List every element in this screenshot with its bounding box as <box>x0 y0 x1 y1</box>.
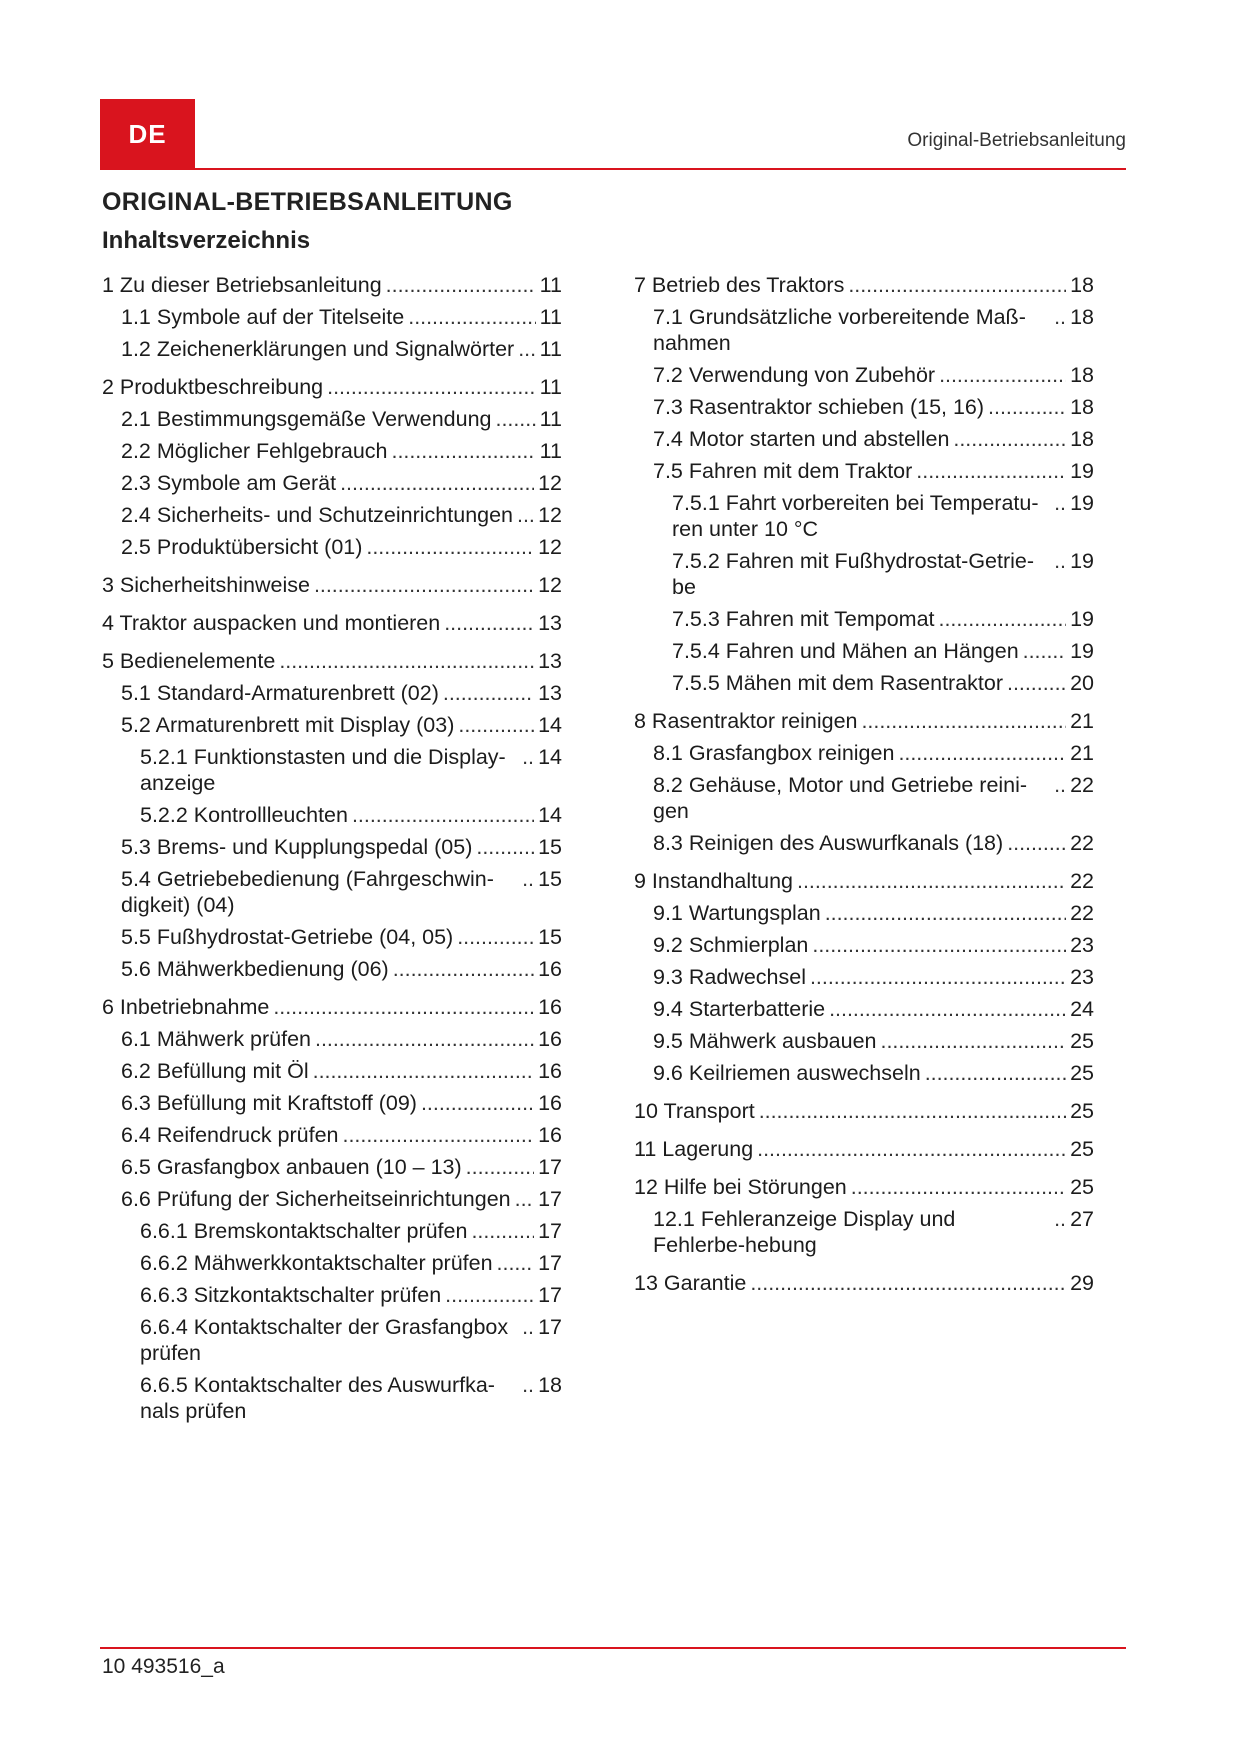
toc-leader-dots <box>497 1250 535 1276</box>
toc-entry[interactable] <box>102 924 562 950</box>
toc-entry-page: 22 <box>1070 831 1094 855</box>
toc-leader-dots <box>273 994 534 1020</box>
toc-entry-label: 7.1 Grundsätzliche vorbereitende Maß-nahmen <box>653 305 1026 355</box>
toc-entry-page: 13 <box>538 649 562 673</box>
toc-entry[interactable] <box>102 1186 562 1212</box>
toc-entry-page: 22 <box>1070 901 1094 925</box>
toc-leader-dots <box>366 534 534 560</box>
toc-entry[interactable] <box>634 996 1094 1022</box>
toc-entry-label: 6.6 Prüfung der Sicherheitseinrichtungen <box>121 1187 511 1211</box>
toc-entry-page: 11 <box>539 375 562 399</box>
toc-entry-page: 15 <box>538 835 562 859</box>
toc-entry-label: 7.3 Rasentraktor schieben (15, 16) <box>653 395 985 419</box>
toc-entry-page: 11 <box>539 305 562 329</box>
toc-entry[interactable] <box>634 1174 1094 1200</box>
toc-leader-dots <box>458 712 534 738</box>
toc-entry-label: 13 Garantie <box>634 1271 747 1295</box>
toc-entry[interactable] <box>102 744 562 796</box>
toc-leader-dots <box>327 374 536 400</box>
toc-leader-dots <box>515 1186 534 1212</box>
toc-entry-page: 17 <box>538 1315 562 1339</box>
toc-entry-label: 6.1 Mähwerk prüfen <box>121 1027 312 1051</box>
toc-leader-dots <box>759 1098 1066 1124</box>
toc-leader-dots <box>1007 830 1066 856</box>
toc-leader-dots <box>313 1058 534 1084</box>
toc-leader-dots <box>916 458 1066 484</box>
toc-heading: Inhaltsverzeichnis <box>102 227 311 254</box>
toc-entry-page: 18 <box>1070 305 1094 329</box>
toc-entry[interactable] <box>634 458 1094 484</box>
toc-entry-label: 1.1 Symbole auf der Titelseite <box>121 305 405 329</box>
toc-entry[interactable] <box>102 1090 562 1116</box>
toc-entry[interactable] <box>102 648 562 674</box>
toc-entry[interactable] <box>634 708 1094 734</box>
toc-entry[interactable] <box>634 394 1094 420</box>
toc-entry-page: 18 <box>1070 273 1094 297</box>
toc-leader-dots <box>939 362 1066 388</box>
toc-entry-label: 3 Sicherheitshinweise <box>102 573 310 597</box>
toc-entry-page: 11 <box>539 337 562 361</box>
toc-entry-label: 12 Hilfe bei Störungen <box>634 1175 847 1199</box>
toc-entry-label: 5 Bedienelemente <box>102 649 276 673</box>
toc-entry-label: 5.5 Fußhydrostat-Getriebe (04, 05) <box>121 925 454 949</box>
toc-entry-label: 4 Traktor auspacken und montieren <box>102 611 441 635</box>
toc-leader-dots <box>443 680 534 706</box>
header-title: Original-Betriebsanleitung <box>907 130 1126 151</box>
toc-leader-dots <box>851 1174 1066 1200</box>
toc-entry[interactable] <box>634 304 1094 356</box>
toc-entry-label: 6.5 Grasfangbox anbauen (10 – 13) <box>121 1155 462 1179</box>
toc-entry-label: 2.5 Produktübersicht (01) <box>121 535 363 559</box>
toc-entry-label: 7.5.1 Fahrt vorbereiten bei Temperatu-ren unter 10 °C <box>672 491 1039 541</box>
toc-leader-dots <box>848 272 1066 298</box>
toc-leader-dots <box>1054 1206 1066 1232</box>
toc-entry-label: 5.6 Mähwerkbedienung (06) <box>121 957 389 981</box>
toc-entry-label: 1 Zu dieser Betriebsanleitung <box>102 273 382 297</box>
toc-entry-label: 9.6 Keilriemen auswechseln <box>653 1061 921 1085</box>
toc-entry-label: 6.6.2 Mähwerkkontaktschalter prüfen <box>140 1251 493 1275</box>
toc-entry-label: 7.5.2 Fahren mit Fußhydrostat-Getrie-be <box>672 549 1035 599</box>
toc-entry-label: 9.3 Radwechsel <box>653 965 806 989</box>
toc-leader-dots <box>315 1026 534 1052</box>
toc-entry-label: 1.2 Zeichenerklärungen und Signalwörter <box>121 337 515 361</box>
toc-leader-dots <box>444 610 534 636</box>
toc-entry-page: 18 <box>1070 427 1094 451</box>
toc-entry-page: 12 <box>538 471 562 495</box>
toc-entry-label: 2.1 Bestimmungsgemäße Verwendung <box>121 407 492 431</box>
toc-entry-page: 14 <box>538 803 562 827</box>
toc-entry-label: 6.6.1 Bremskontaktschalter prüfen <box>140 1219 468 1243</box>
toc-entry[interactable] <box>102 1282 562 1308</box>
toc-entry[interactable] <box>634 670 1094 696</box>
toc-entry-label: 9.2 Schmierplan <box>653 933 809 957</box>
toc-leader-dots <box>522 1372 534 1398</box>
toc-leader-dots <box>829 996 1066 1022</box>
toc-entry[interactable] <box>634 426 1094 452</box>
toc-entry[interactable] <box>102 572 562 598</box>
toc-entry-page: 15 <box>538 867 562 891</box>
toc-entry[interactable] <box>102 502 562 528</box>
toc-entry-page: 25 <box>1070 1029 1094 1053</box>
toc-entry-label: 2 Produktbeschreibung <box>102 375 324 399</box>
toc-leader-dots <box>1054 490 1066 516</box>
toc-entry-label: 9.4 Starterbatterie <box>653 997 826 1021</box>
toc-entry[interactable] <box>634 932 1094 958</box>
toc-leader-dots <box>898 740 1066 766</box>
toc-entry[interactable] <box>102 1372 562 1424</box>
toc-entry[interactable] <box>634 830 1094 856</box>
toc-entry[interactable] <box>634 1206 1094 1258</box>
toc-entry-page: 19 <box>1070 491 1094 515</box>
toc-leader-dots <box>750 1270 1066 1296</box>
toc-entry[interactable] <box>634 964 1094 990</box>
toc-entry-label: 7.4 Motor starten und abstellen <box>653 427 950 451</box>
toc-entry-label: 6.3 Befüllung mit Kraftstoff (09) <box>121 1091 417 1115</box>
toc-entry-page: 11 <box>539 439 562 463</box>
toc-entry[interactable] <box>102 866 562 918</box>
toc-entry-label: 2.2 Möglicher Fehlgebrauch <box>121 439 388 463</box>
toc-entry[interactable] <box>102 712 562 738</box>
toc-entry-page: 16 <box>538 1091 562 1115</box>
toc-entry-label: 5.1 Standard-Armaturenbrett (02) <box>121 681 439 705</box>
header-divider <box>100 168 1126 170</box>
toc-entry-label: 6.6.5 Kontaktschalter des Auswurfka-nals prüfen <box>140 1373 495 1423</box>
toc-entry-page: 16 <box>538 1059 562 1083</box>
toc-entry-label: 8.2 Gehäuse, Motor und Getriebe reini-gen <box>653 773 1028 823</box>
toc-leader-dots <box>517 502 534 528</box>
toc-entry[interactable] <box>102 1218 562 1244</box>
toc-entry-page: 18 <box>1070 395 1094 419</box>
toc-leader-dots <box>314 572 534 598</box>
toc-entry-page: 12 <box>538 535 562 559</box>
toc-leader-dots <box>1007 670 1066 696</box>
toc-entry-label: 5.2.1 Funktionstasten und die Display-anzeige <box>140 745 506 795</box>
toc-leader-dots <box>421 1090 534 1116</box>
toc-leader-dots <box>518 336 535 362</box>
toc-entry-label: 11 Lagerung <box>634 1137 754 1161</box>
toc-entry[interactable] <box>634 1028 1094 1054</box>
toc-entry-page: 12 <box>538 573 562 597</box>
toc-entry-page: 13 <box>538 611 562 635</box>
toc-entry-page: 23 <box>1070 965 1094 989</box>
toc-entry-label: 6.2 Befüllung mit Öl <box>121 1059 309 1083</box>
toc-entry-label: 6.6.3 Sitzkontaktschalter prüfen <box>140 1283 442 1307</box>
toc-entry[interactable] <box>102 1314 562 1366</box>
toc-entry[interactable] <box>102 406 562 432</box>
language-badge: DE <box>100 99 195 169</box>
toc-leader-dots <box>393 956 534 982</box>
toc-entry[interactable] <box>102 1250 562 1276</box>
toc-entry-label: 7.2 Verwendung von Zubehör <box>653 363 936 387</box>
toc-entry[interactable] <box>102 680 562 706</box>
toc-entry-page: 19 <box>1070 459 1094 483</box>
toc-entry-label: 2.3 Symbole am Gerät <box>121 471 337 495</box>
toc-leader-dots <box>466 1154 534 1180</box>
toc-entry-page: 18 <box>538 1373 562 1397</box>
toc-leader-dots <box>445 1282 534 1308</box>
toc-entry-page: 20 <box>1070 671 1094 695</box>
toc-leader-dots <box>1023 638 1066 664</box>
toc-leader-dots <box>471 1218 534 1244</box>
toc-entry[interactable] <box>634 1098 1094 1124</box>
toc-entry-label: 5.2 Armaturenbrett mit Display (03) <box>121 713 455 737</box>
toc-entry-page: 14 <box>538 745 562 769</box>
toc-leader-dots <box>925 1060 1066 1086</box>
toc-leader-dots <box>522 744 534 770</box>
toc-entry-page: 14 <box>538 713 562 737</box>
toc-entry[interactable] <box>102 610 562 636</box>
document-number: 10 493516_a <box>102 1655 225 1678</box>
toc-entry[interactable] <box>102 834 562 860</box>
toc-leader-dots <box>340 470 534 496</box>
toc-entry[interactable] <box>102 336 562 362</box>
toc-entry-page: 12 <box>538 503 562 527</box>
toc-leader-dots <box>825 900 1066 926</box>
toc-entry[interactable] <box>102 304 562 330</box>
toc-entry-page: 16 <box>538 995 562 1019</box>
toc-entry-page: 22 <box>1070 773 1094 797</box>
toc-entry-page: 11 <box>539 407 562 431</box>
toc-entry-page: 16 <box>538 1123 562 1147</box>
toc-entry-label: 2.4 Sicherheits- und Schutzeinrichtungen <box>121 503 514 527</box>
toc-entry[interactable] <box>102 1058 562 1084</box>
toc-entry[interactable] <box>102 534 562 560</box>
toc-entry-label: 7.5.3 Fahren mit Tempomat <box>672 607 935 631</box>
toc-entry-label: 7.5.5 Mähen mit dem Rasentraktor <box>672 671 1004 695</box>
toc-entry-page: 13 <box>538 681 562 705</box>
toc-leader-dots <box>522 866 534 892</box>
toc-leader-dots <box>861 708 1066 734</box>
toc-entry[interactable] <box>102 1122 562 1148</box>
toc-entry[interactable] <box>634 740 1094 766</box>
toc-leader-dots <box>343 1122 535 1148</box>
toc-entry-page: 21 <box>1070 709 1094 733</box>
toc-entry-page: 15 <box>538 925 562 949</box>
toc-entry-label: 7.5 Fahren mit dem Traktor <box>653 459 913 483</box>
toc-leader-dots <box>881 1028 1067 1054</box>
toc-entry-page: 19 <box>1070 549 1094 573</box>
toc-leader-dots <box>1054 304 1066 330</box>
toc-entry-page: 18 <box>1070 363 1094 387</box>
toc-entry[interactable] <box>634 606 1094 632</box>
toc-entry-label: 6 Inbetriebnahme <box>102 995 270 1019</box>
toc-entry[interactable] <box>634 900 1094 926</box>
toc-leader-dots <box>522 1314 534 1340</box>
toc-entry-label: 12.1 Fehleranzeige Display und Fehlerbe-hebung <box>653 1207 956 1257</box>
toc-leader-dots <box>1054 548 1066 574</box>
toc-entry-label: 9 Instandhaltung <box>634 869 793 893</box>
toc-entry-page: 17 <box>538 1187 562 1211</box>
toc-entry-page: 16 <box>538 957 562 981</box>
toc-entry-page: 11 <box>539 273 562 297</box>
toc-entry-page: 27 <box>1070 1207 1094 1231</box>
toc-leader-dots <box>1054 772 1066 798</box>
toc-leader-dots <box>939 606 1067 632</box>
toc-entry[interactable] <box>102 374 562 400</box>
toc-entry-page: 21 <box>1070 741 1094 765</box>
toc-leader-dots <box>279 648 534 674</box>
toc-entry-page: 16 <box>538 1027 562 1051</box>
toc-entry[interactable] <box>634 1136 1094 1162</box>
toc-leader-dots <box>408 304 535 330</box>
toc-entry-label: 5.3 Brems- und Kupplungspedal (05) <box>121 835 473 859</box>
toc-leader-dots <box>352 802 534 828</box>
toc-leader-dots <box>988 394 1066 420</box>
toc-entry[interactable] <box>102 802 562 828</box>
toc-entry-label: 6.4 Reifendruck prüfen <box>121 1123 339 1147</box>
toc-entry[interactable] <box>634 1270 1094 1296</box>
toc-entry-page: 19 <box>1070 607 1094 631</box>
toc-leader-dots <box>496 406 536 432</box>
toc-entry-page: 22 <box>1070 869 1094 893</box>
toc-entry[interactable] <box>634 772 1094 824</box>
toc-leader-dots <box>797 868 1066 894</box>
toc-right-column <box>634 272 1094 1296</box>
toc-entry[interactable] <box>102 272 562 298</box>
toc-entry[interactable] <box>634 362 1094 388</box>
toc-entry-page: 25 <box>1070 1137 1094 1161</box>
toc-entry-page: 17 <box>538 1155 562 1179</box>
toc-leader-dots <box>457 924 534 950</box>
toc-entry[interactable] <box>634 638 1094 664</box>
toc-entry[interactable] <box>102 470 562 496</box>
toc-entry-label: 8.1 Grasfangbox reinigen <box>653 741 895 765</box>
toc-entry[interactable] <box>634 490 1094 542</box>
toc-entry[interactable] <box>634 548 1094 600</box>
toc-entry[interactable] <box>102 438 562 464</box>
toc-entry-label: 7.5.4 Fahren und Mähen an Hängen <box>672 639 1019 663</box>
toc-entry[interactable] <box>634 1060 1094 1086</box>
toc-entry[interactable] <box>102 994 562 1020</box>
toc-entry-page: 23 <box>1070 933 1094 957</box>
toc-entry-label: 7 Betrieb des Traktors <box>634 273 845 297</box>
toc-entry-page: 25 <box>1070 1099 1094 1123</box>
toc-leader-dots <box>392 438 536 464</box>
toc-entry-page: 24 <box>1070 997 1094 1021</box>
toc-entry-page: 29 <box>1070 1271 1094 1295</box>
toc-entry[interactable] <box>102 1154 562 1180</box>
toc-entry-page: 17 <box>538 1251 562 1275</box>
toc-leader-dots <box>812 932 1066 958</box>
toc-entry-page: 25 <box>1070 1175 1094 1199</box>
toc-entry-label: 5.4 Getriebebedienung (Fahrgeschwin-digkeit) (04) <box>121 867 494 917</box>
toc-left-column <box>102 272 562 1424</box>
toc-entry[interactable] <box>102 1026 562 1052</box>
toc-leader-dots <box>476 834 534 860</box>
toc-leader-dots <box>810 964 1066 990</box>
toc-leader-dots <box>953 426 1066 452</box>
document-title: ORIGINAL-BETRIEBSANLEITUNG <box>102 188 513 216</box>
toc-entry-label: 9.5 Mähwerk ausbauen <box>653 1029 877 1053</box>
footer-divider <box>100 1647 1126 1649</box>
toc-entry-page: 25 <box>1070 1061 1094 1085</box>
toc-leader-dots <box>757 1136 1066 1162</box>
toc-entry-label: 8 Rasentraktor reinigen <box>634 709 858 733</box>
toc-entry[interactable] <box>634 868 1094 894</box>
toc-entry-page: 17 <box>538 1219 562 1243</box>
toc-entry-label: 6.6.4 Kontaktschalter der Grasfangbox prüfen <box>140 1315 509 1365</box>
toc-entry[interactable] <box>102 956 562 982</box>
toc-entry-label: 5.2.2 Kontrollleuchten <box>140 803 348 827</box>
toc-entry-label: 10 Transport <box>634 1099 755 1123</box>
toc-entry-page: 17 <box>538 1283 562 1307</box>
toc-entry-label: 8.3 Reinigen des Auswurfkanals (18) <box>653 831 1004 855</box>
toc-entry-page: 19 <box>1070 639 1094 663</box>
toc-leader-dots <box>386 272 536 298</box>
toc-entry[interactable] <box>634 272 1094 298</box>
toc-entry-label: 9.1 Wartungsplan <box>653 901 821 925</box>
